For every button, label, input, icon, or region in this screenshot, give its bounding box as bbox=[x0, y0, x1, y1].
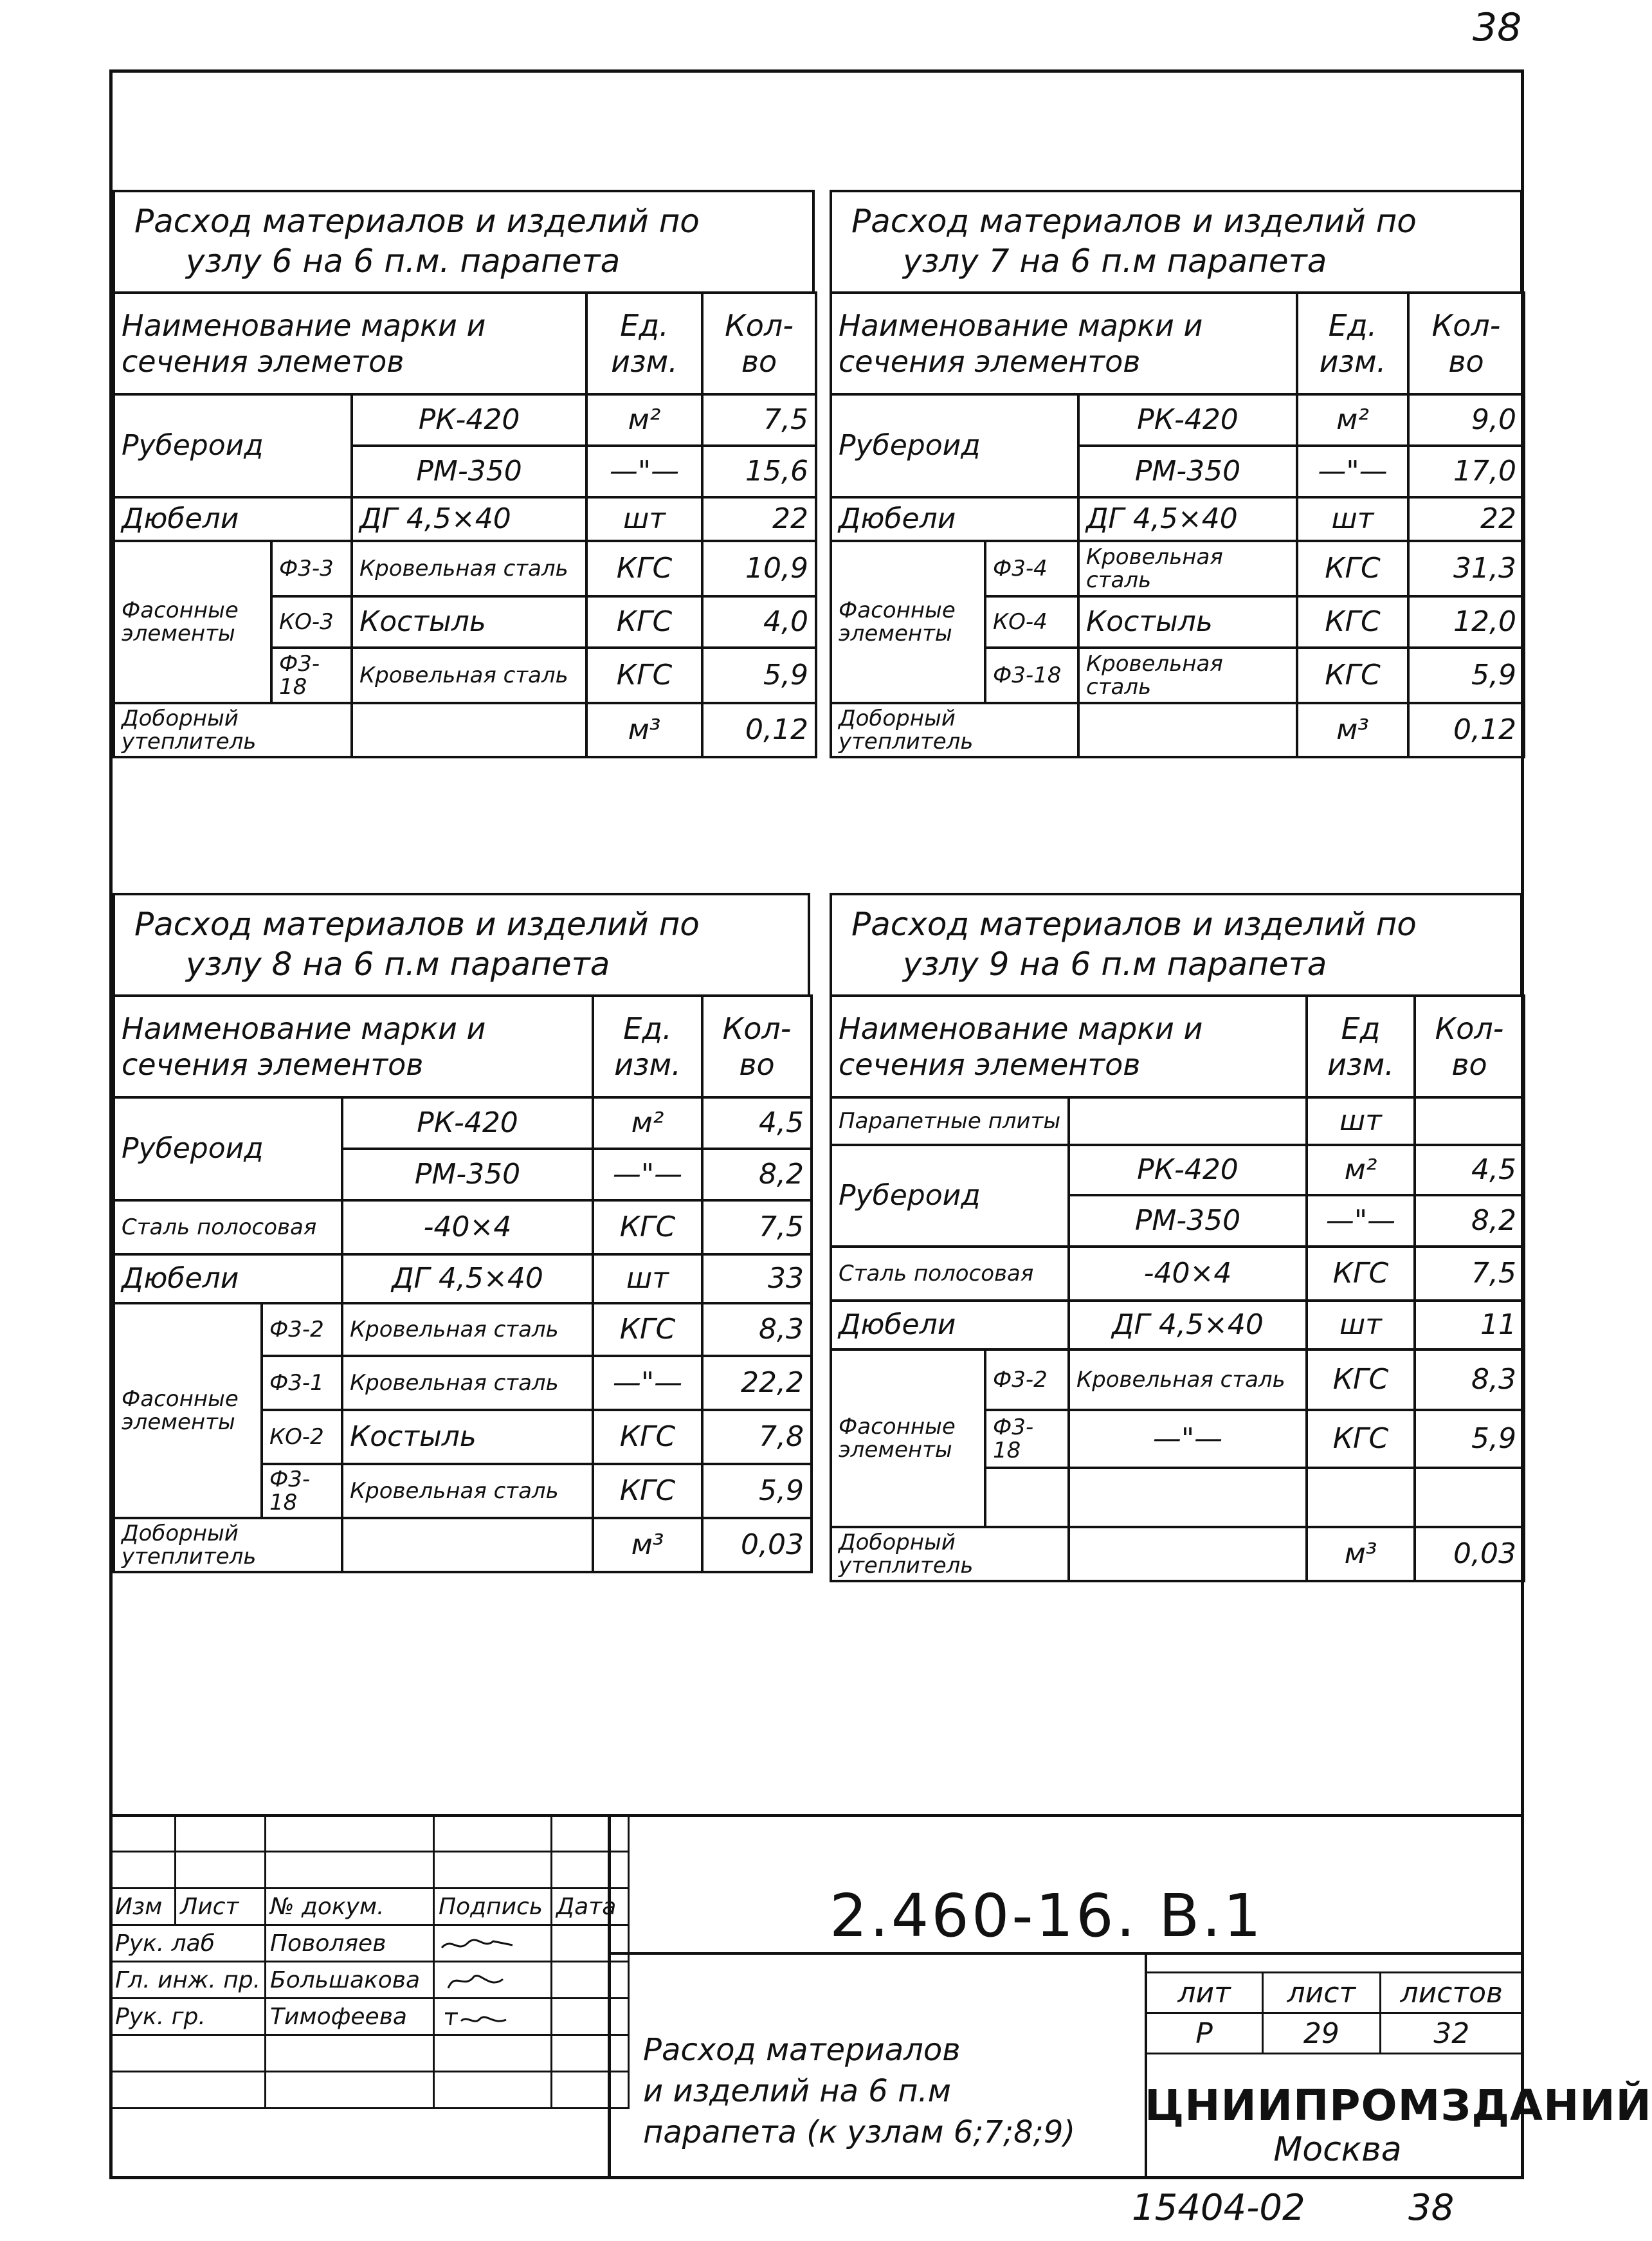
materials-table: Наименование марки и сечения элементов Ед. изм. Кол-во Рубероид РК-420 м² 4,5 РМ-350 —"— 8,2 Сталь полосовая -40×4 КГС 7,5 Дюбели ДГ 4,5×40 шт 33 Фасонные элементы Ф3-2 Кровельная сталь КГС 8,3 Ф3-1 Кровельная сталь —"— 22,2 КО-2 Костыль КГС 7,8 Ф3-18 Кровельная сталь КГС 5,9 Доборный утеплитель м³ 0,03 bbox=[113, 994, 813, 1573]
materials-table: Наименование марки и сечения элеметов Ед. изм. Кол-во Рубероид РК-420 м² 7,5 РМ-350 —"— 15,6 Дюбели ДГ 4,5×40 шт 22 Фасонные элементы Ф3-3 Кровельная сталь КГС 10,9 КО-3 Костыль КГС 4,0 Ф3-18 Кровельная сталь КГС 5,9 Доборный утеплитель м³ 0,12 bbox=[113, 291, 817, 758]
signature-2 bbox=[434, 1962, 552, 1999]
header-qty: Кол-во bbox=[702, 293, 816, 394]
table-title: Расход материалов и изделий по узлу 8 на 6 п.м парапета bbox=[113, 893, 810, 994]
revision-table: Изм Лист № докум. Подпись Дата Рук. лаб Поволяев Гл. инж. пр. Большакова Рук. гр. Тимофеева bbox=[109, 1814, 630, 2109]
sheet-description: Расход материалов и изделий на 6 п.м парапета (к узлам 6;7;8;9) bbox=[643, 2032, 1076, 2150]
table-title: Расход материалов и изделий по узлу 7 на 6 п.м парапета bbox=[830, 190, 1523, 291]
title-block bbox=[109, 1814, 1652, 2179]
archive-number: 15404-02 bbox=[1132, 2187, 1305, 2229]
table-uzel-6 bbox=[113, 190, 815, 758]
materials-table: Наименование марки и сечения элементов Ед. изм. Кол-во Рубероид РК-420 м² 9,0 РМ-350 —"— 17,0 Дюбели ДГ 4,5×40 шт 22 Фасонные элементы Ф3-4 Кровельная сталь КГС 31,3 КО-4 Костыль КГС 12,0 Ф3-18 Кровельная сталь КГС 5,9 Доборный утеплитель м³ 0,12 bbox=[830, 291, 1525, 758]
table-uzel-8 bbox=[113, 893, 810, 1573]
ruberoid-label: Рубероид bbox=[114, 394, 352, 497]
document-code: 2.460-16. В.1 bbox=[830, 1881, 1264, 1950]
table-title: Расход материалов и изделий по узлу 9 на 6 п.м парапета bbox=[830, 893, 1523, 994]
materials-table: Наименование марки и сечения элементов Ед изм. Кол-во Парапетные плиты шт Рубероид РК-420 м² 4,5 РМ-350 —"— 8,2 Сталь полосовая -40×4 КГС 7,5 Дюбели ДГ 4,5×40 шт 11 Фасонные элементы Ф3-2 Кровельная сталь КГС 8,3 Ф3-18 —"— КГС 5,9 Доборный утеплитель м³ 0,03 bbox=[830, 994, 1525, 1582]
page-number: 38 bbox=[1473, 5, 1522, 50]
header-name: Наименование марки и сечения элеметов bbox=[114, 293, 586, 394]
table-title: Расход материалов и изделий по узлу 6 на 6 п.м. парапета bbox=[113, 190, 815, 291]
organization: ЦНИИПРОМЗДАНИЙ Москва bbox=[1145, 2081, 1652, 2169]
table-uzel-9 bbox=[830, 893, 1523, 1582]
fasonnye-label: Фасонные элементы bbox=[114, 541, 271, 703]
footer-page-number: 38 bbox=[1408, 2187, 1455, 2229]
table-uzel-7 bbox=[830, 190, 1523, 758]
sheet-info-table: лит лист листов Р 29 32 bbox=[1145, 1971, 1524, 2054]
signature-1 bbox=[434, 1925, 552, 1962]
signature-3 bbox=[434, 1999, 552, 2035]
header-unit: Ед. изм. bbox=[586, 293, 702, 394]
